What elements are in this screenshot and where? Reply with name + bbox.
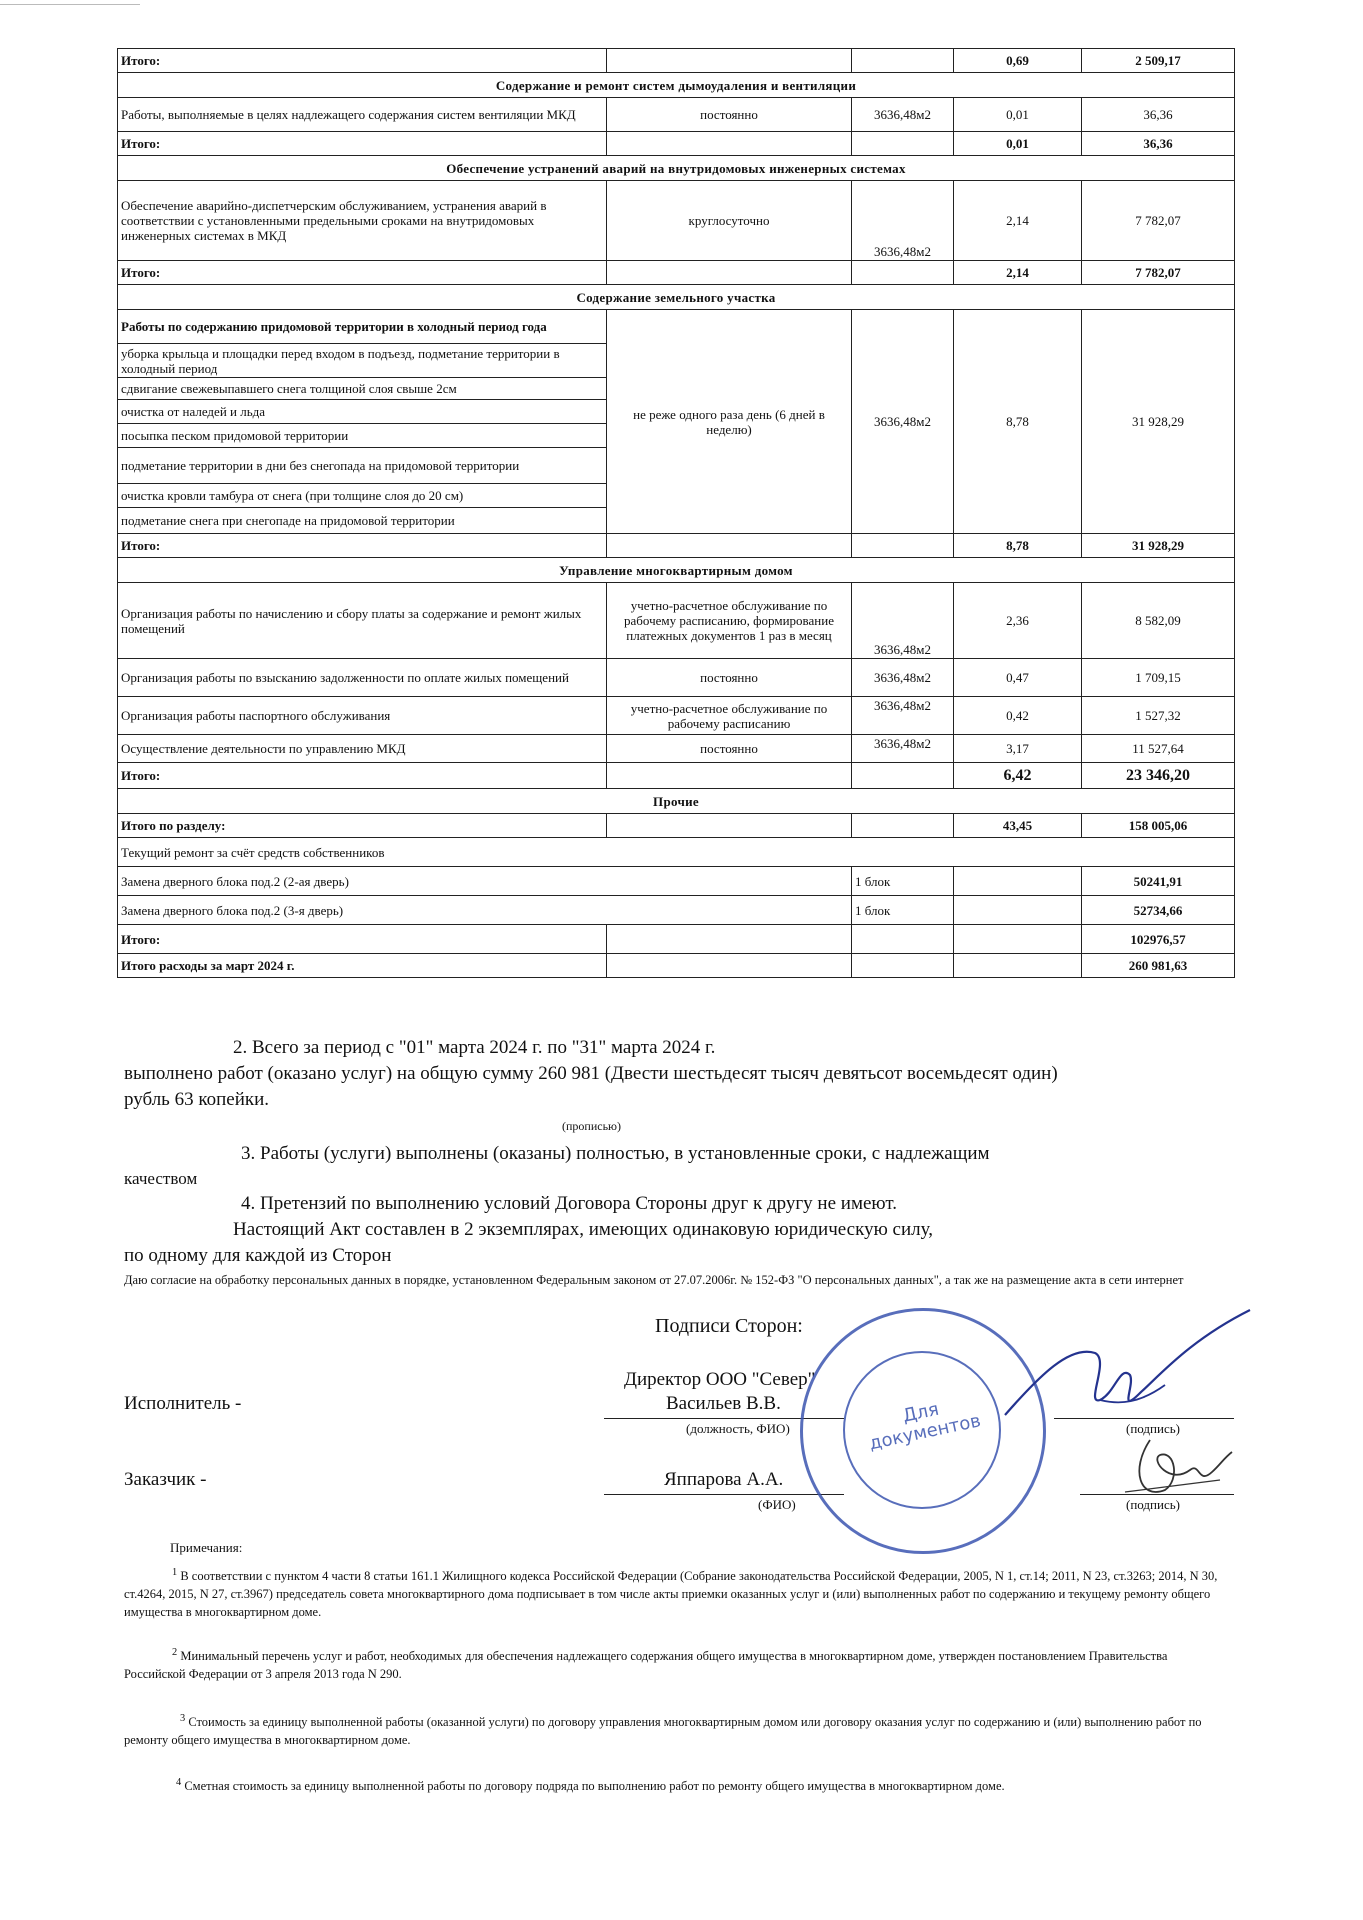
service-frequency: круглосуточно	[607, 181, 852, 261]
total-sum: 23 346,20	[1082, 763, 1235, 789]
table-row	[118, 735, 1235, 763]
total-rate: 6,42	[954, 763, 1082, 789]
table-row	[118, 534, 1235, 558]
table-row	[118, 814, 1235, 838]
notes-title: Примечания:	[170, 1540, 243, 1555]
repair-sum: 52734,66	[1082, 896, 1235, 925]
land-item: сдвигание свежевыпавшего снега толщиной слоя свыше 2см	[118, 378, 607, 400]
table-row	[118, 763, 1235, 789]
table-row	[118, 925, 1235, 954]
service-unit: 3636,48м2	[852, 735, 954, 763]
section-total-label: Итого по разделу:	[118, 814, 607, 838]
consent-text: Даю согласие на обработку персональных данных в порядке, установленном Федеральным законом от 27.07.2006г. № 152-ФЗ "О персональных данных", а так же на размещение акта в сети интернет	[124, 1273, 1184, 1287]
section-header: Содержание и ремонт систем дымоудаления и вентиляции	[118, 73, 1235, 98]
service-sum: 36,36	[1082, 98, 1235, 132]
service-label: Обеспечение аварийно-диспетчерским обслуживанием, устранения аварий в соответствии с установленными предельными сроками на внутридомовых инженерных системах в МКД	[118, 181, 607, 261]
paragraph-5-line2: по одному для каждой из Сторон	[124, 1245, 392, 1266]
table-row	[118, 310, 1235, 344]
table-row	[118, 838, 1235, 867]
grand-total-label: Итого расходы за март 2024 г.	[118, 954, 607, 978]
note-1-mark: 1	[172, 1567, 178, 1578]
executor-caption: (должность, ФИО)	[686, 1421, 790, 1436]
paragraph-3-line2: качеством	[124, 1169, 198, 1188]
table-row	[118, 867, 1235, 896]
customer-name-line	[604, 1494, 844, 1495]
table-row	[118, 659, 1235, 697]
table-row	[118, 49, 1235, 73]
section-header: Прочие	[118, 789, 1235, 814]
service-rate: 3,17	[954, 735, 1082, 763]
service-unit: 3636,48м2	[852, 583, 954, 659]
propis-caption: (прописью)	[562, 1119, 622, 1133]
repair-item: Замена дверного блока под.2 (3-я дверь)	[118, 896, 852, 925]
land-item: подметание территории в дни без снегопада на придомовой территории	[118, 448, 607, 484]
service-unit: 3636,48м2	[852, 98, 954, 132]
total-label: Итого:	[118, 534, 607, 558]
paragraph-3-line1: 3. Работы (услуги) выполнены (оказаны) полностью, в установленные сроки, с надлежащим	[241, 1143, 990, 1164]
section-total-sum: 158 005,06	[1082, 814, 1235, 838]
note-1: $^1$ В соответствии с пунктом 4 части 8 статьи 161.1 Жилищного кодекса Российской Федерации (Собрание законодательства Российской Федерации, 2005, N 1, ст.14; 2011, N 23, ст.3263; 2014, N 30, ст.4264, 2015, N 27, ст.3967) председатель совета многоквартирного дома подписывает в том числе акты приемки оказанных услуг и (или) выполненных работ по содержанию и текущему ремонту общего имущества в многоквартирном доме.	[124, 1567, 1218, 1620]
land-item: очистка кровли тамбура от снега (при толщине слоя до 20 см)	[118, 484, 607, 508]
repair-sum: 50241,91	[1082, 867, 1235, 896]
total-rate: 0,69	[954, 49, 1082, 73]
service-label: Организация работы по начислению и сбору платы за содержание и ремонт жилых помещений	[118, 583, 607, 659]
signatures-title: Подписи Сторон:	[655, 1315, 803, 1337]
repair-item: Замена дверного блока под.2 (2-ая дверь)	[118, 867, 852, 896]
service-frequency: постоянно	[607, 735, 852, 763]
executor-position: Директор ООО "Север"	[624, 1369, 816, 1390]
table-row	[118, 98, 1235, 132]
customer-sign-caption: (подпись)	[1126, 1497, 1180, 1512]
table-row	[118, 132, 1235, 156]
land-unit: 3636,48м2	[852, 310, 954, 534]
service-label: Организация работы паспортного обслуживания	[118, 697, 607, 735]
total-sum: 7 782,07	[1082, 261, 1235, 285]
service-frequency: учетно-расчетное обслуживание по рабочему расписанию	[607, 697, 852, 735]
total-label: Итого:	[118, 49, 607, 73]
land-item: Работы по содержанию придомовой территории в холодный период года	[118, 310, 607, 344]
customer-name: Яппарова А.А.	[664, 1469, 784, 1490]
services-table	[117, 48, 1235, 978]
repair-total-label: Итого:	[118, 925, 607, 954]
service-sum: 8 582,09	[1082, 583, 1235, 659]
total-rate: 8,78	[954, 534, 1082, 558]
note-4-mark: 4	[176, 1777, 182, 1788]
total-sum: 36,36	[1082, 132, 1235, 156]
customer-label: Заказчик -	[124, 1469, 207, 1490]
table-row	[118, 697, 1235, 735]
table-row	[118, 583, 1235, 659]
executor-sign-caption: (подпись)	[1126, 1421, 1180, 1436]
section-header: Обеспечение устранений аварий на внутридомовых инженерных системах	[118, 156, 1235, 181]
note-3-mark: 3	[180, 1713, 186, 1724]
service-label: Работы, выполняемые в целях надлежащего содержания систем вентиляции МКД	[118, 98, 607, 132]
customer-caption: (ФИО)	[758, 1497, 796, 1512]
land-item: подметание снега при снегопаде на придомовой территории	[118, 508, 607, 534]
service-sum: 7 782,07	[1082, 181, 1235, 261]
total-sum: 2 509,17	[1082, 49, 1235, 73]
total-label: Итого:	[118, 132, 607, 156]
total-rate: 0,01	[954, 132, 1082, 156]
service-frequency: постоянно	[607, 98, 852, 132]
paragraph-2-line2: выполнено работ (оказано услуг) на общую сумму 260 981 (Двести шестьдесят тысяч девятьсот восемьдесят один)	[124, 1063, 1058, 1084]
land-rate: 8,78	[954, 310, 1082, 534]
customer-signature	[1120, 1430, 1240, 1510]
repair-section-title: Текущий ремонт за счёт средств собственников	[118, 838, 1235, 867]
stamp-text: Для документов	[867, 1398, 983, 1455]
section-header: Содержание земельного участка	[118, 285, 1235, 310]
note-4: $^4$ Сметная стоимость за единицу выполненной работы по договору подряда по выполнению работ по ремонту общего имущества в многоквартирном доме.	[176, 1777, 1005, 1794]
service-unit: 3636,48м2	[852, 659, 954, 697]
land-item: посыпка песком придомовой территории	[118, 424, 607, 448]
total-sum: 31 928,29	[1082, 534, 1235, 558]
service-unit: 3636,48м2	[852, 697, 954, 735]
section-total-rate: 43,45	[954, 814, 1082, 838]
land-frequency: не реже одного раза день (6 дней в неделю)	[607, 310, 852, 534]
service-frequency: учетно-расчетное обслуживание по рабочему расписанию, формирование платежных документов 1 раз в месяц	[607, 583, 852, 659]
note-3: $^3$ Стоимость за единицу выполненной работы (оказанной услуги) по договору управления многоквартирным домом или договору оказания услуг по содержанию и (или) выполнению работ по ремонту общего имущества в многоквартирном доме.	[124, 1713, 1202, 1748]
service-sum: 1 527,32	[1082, 697, 1235, 735]
scan-top-line	[0, 4, 140, 5]
service-sum: 1 709,15	[1082, 659, 1235, 697]
land-item: очистка от наледей и льда	[118, 400, 607, 424]
grand-total-sum: 260 981,63	[1082, 954, 1235, 978]
service-label: Организация работы по взысканию задолженности по оплате жилых помещений	[118, 659, 607, 697]
land-sum: 31 928,29	[1082, 310, 1235, 534]
service-rate: 0,42	[954, 697, 1082, 735]
service-rate: 2,36	[954, 583, 1082, 659]
section-header: Управление многоквартирным домом	[118, 558, 1235, 583]
executor-label: Исполнитель -	[124, 1393, 242, 1414]
paragraph-5-line1: Настоящий Акт составлен в 2 экземплярах, имеющих одинаковую юридическую силу,	[233, 1219, 933, 1240]
paragraph-2-line1: 2. Всего за период с "01" марта 2024 г. по "31" марта 2024 г.	[233, 1037, 716, 1058]
service-rate: 2,14	[954, 181, 1082, 261]
table-row	[118, 261, 1235, 285]
executor-name: Васильев В.В.	[666, 1393, 781, 1414]
table-row	[118, 896, 1235, 925]
repair-qty: 1 блок	[852, 896, 954, 925]
note-2: $^2$ Минимальный перечень услуг и работ, необходимых для обеспечения надлежащего содержания общего имущества в многоквартирном доме, утвержден постановлением Правительства Российской Федерации от 3 апреля 2013 года N 290.	[124, 1647, 1168, 1682]
paragraph-2-line3: рубль 63 копейки.	[124, 1089, 270, 1110]
note-2-mark: 2	[172, 1647, 178, 1658]
repair-total-sum: 102976,57	[1082, 925, 1235, 954]
paragraph-4: 4. Претензий по выполнению условий Договора Стороны друг к другу не имеют.	[241, 1193, 897, 1214]
service-rate: 0,01	[954, 98, 1082, 132]
total-rate: 2,14	[954, 261, 1082, 285]
service-label: Осуществление деятельности по управлению МКД	[118, 735, 607, 763]
service-frequency: постоянно	[607, 659, 852, 697]
table-row	[118, 954, 1235, 978]
land-item: уборка крыльца и площадки перед входом в подъезд, подметание территории в холодный период	[118, 344, 607, 378]
repair-qty: 1 блок	[852, 867, 954, 896]
service-rate: 0,47	[954, 659, 1082, 697]
total-label: Итого:	[118, 763, 607, 789]
service-sum: 11 527,64	[1082, 735, 1235, 763]
table-row	[118, 181, 1235, 261]
service-unit: 3636,48м2	[852, 181, 954, 261]
total-label: Итого:	[118, 261, 607, 285]
